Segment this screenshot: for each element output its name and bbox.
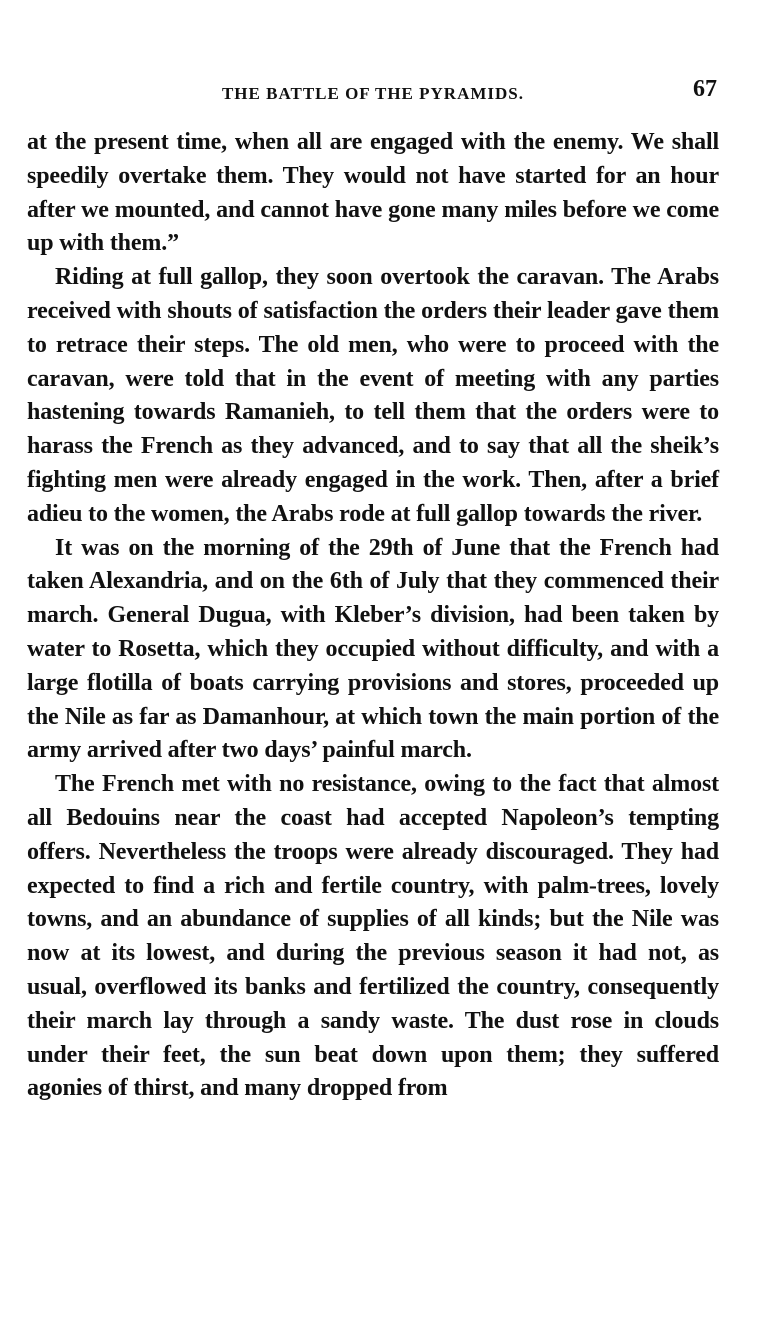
- body-text: [27, 126, 719, 1106]
- paragraph-4: The French met with no resistance, owing to the fact that almost all Bedouins near the coast had accepted Napoleon’s tempting offers. Nevertheless the troops were already discouraged. They had expected to find a rich and fertile country, with palm-trees, lovely towns, and an abundance of supplies of all kinds; but the Nile was now at its lowest, and during the previous season it had not, as usual, overflowed its banks and fertilized the country, consequently their march lay through a sandy waste. The dust rose in clouds under their feet, the sun beat down upon them; they suffered agonies of thirst, and many dropped from: [27, 771, 719, 1102]
- running-head: [27, 76, 719, 110]
- paragraph-2: Riding at full gallop, they soon overtook the caravan. The Arabs received with shouts of satisfaction the orders their leader gave them to retrace their steps. The old men, who were to proceed with the caravan, were told that in the event of meeting with any parties hastening towards Ramanieh, to tell them that the orders were to harass the French as they advanced, and to say that all the sheik’s fighting men were already engaged in the work. Then, after a brief adieu to the women, the Arabs rode at full gallop towards the river.: [27, 264, 719, 527]
- paragraph-1: at the present time, when all are engaged with the enemy. We shall speedily overtake them. They would not have started for an hour after we mounted, and cannot have gone many miles before we come up with them.”: [27, 129, 719, 257]
- paragraph-3: It was on the morning of the 29th of June that the French had taken Alexandria, and on the 6th of July that they commenced their march. General Dugua, with Kleber’s division, had been taken by water to Rosetta, which they occupied without difficulty, and with a large flotilla of boats carrying provisions and stores, proceeded up the Nile as far as Damanhour, at which town the main portion of the army arrived after two days’ painful march.: [27, 534, 719, 764]
- page-number: 67: [693, 76, 717, 102]
- running-title: THE BATTLE OF THE PYRAMIDS.: [221, 84, 525, 103]
- book-page: [27, 76, 719, 1106]
